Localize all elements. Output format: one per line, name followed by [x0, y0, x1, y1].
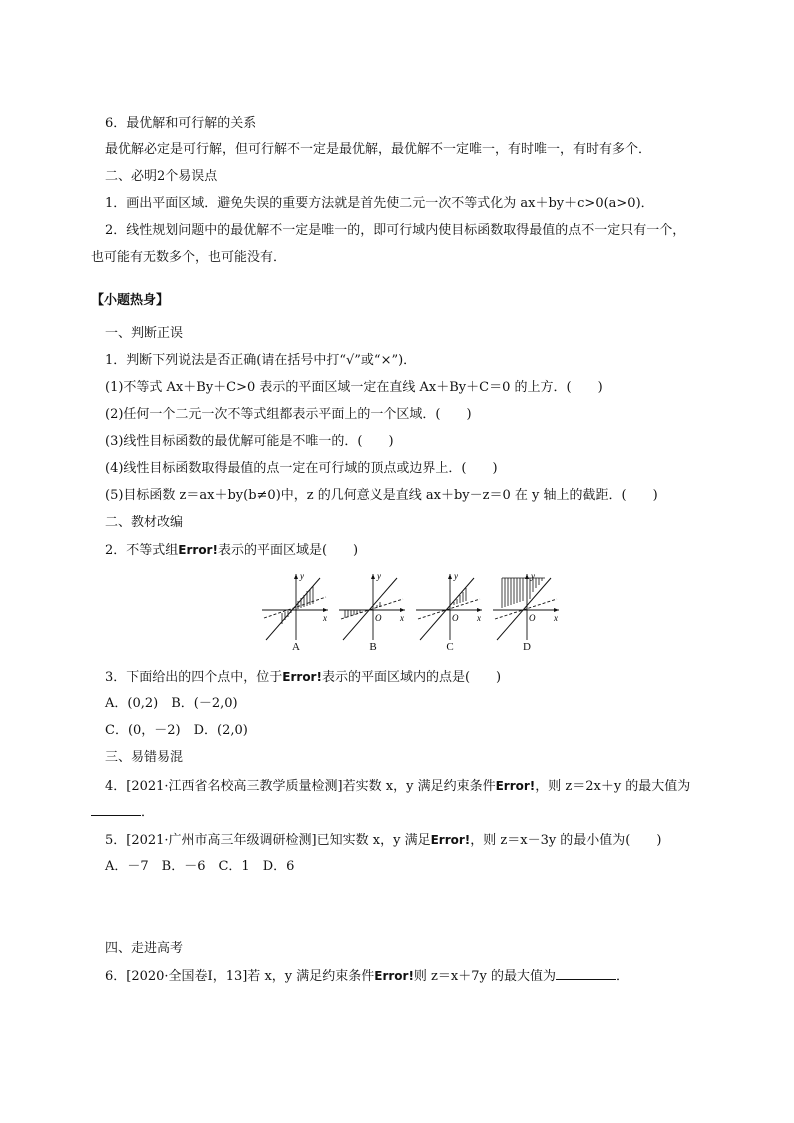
axis-x-label: x [477, 613, 481, 623]
question-text: 2．不等式组 [105, 543, 179, 558]
section-heading: 二、教材改编 [105, 515, 184, 530]
question-line: (5)目标函数 z＝ax＋by(b≠0)中，z 的几何意义是直线 ax＋by－z＝0 在 y 轴上的截距．( ) [105, 488, 658, 503]
figure-label: B [369, 641, 377, 653]
error-placeholder: Error! [374, 969, 414, 983]
axis-y-label: y [300, 571, 304, 581]
question-line: (4)线性目标函数取得最值的点一定在可行域的顶点或边界上．( ) [105, 461, 498, 476]
figure-label: A [292, 641, 300, 653]
origin-label: O [452, 613, 459, 623]
question-line [105, 831, 661, 850]
figure-b [339, 570, 407, 656]
origin-label: O [529, 613, 536, 623]
question-line: (2)任何一个二元一次不等式组都表示平面上的一个区域．( ) [105, 407, 472, 422]
question-line [105, 967, 629, 986]
figure-label: C [446, 641, 454, 653]
figure-c [416, 570, 484, 656]
section-heading: 一、判断正误 [105, 326, 184, 341]
axis-y-label: y [531, 571, 535, 581]
question-text: 6．[2020·全国卷Ⅰ，13]若 x，y 满足约束条件 [105, 969, 375, 984]
question-text: 4．[2021·江西省名校高三教学质量检测]若实数 x，y 满足约束条件 [105, 779, 496, 794]
axis-x-label: x [400, 613, 404, 623]
question-line [105, 668, 501, 687]
error-placeholder: Error! [282, 670, 322, 684]
question-line [105, 541, 358, 560]
axis-y-label: y [454, 571, 458, 581]
question-line [105, 777, 690, 796]
axis-x-label: x [554, 613, 558, 623]
answer-figures [262, 570, 562, 660]
question-line: 1．判断下列说法是否正确(请在括号中打“√”或“×”)． [105, 353, 417, 368]
question-line: (3)线性目标函数的最优解可能是不唯一的．( ) [105, 434, 394, 449]
question-text: ． [615, 969, 629, 984]
paragraph-line: 1．画出平面区域．避免失误的重要方法就是首先使二元一次不等式化为 ax＋by＋c>0(a>0)． [105, 196, 654, 211]
question-text: ． [141, 805, 155, 820]
question-text: 表示的平面区域内的点是( ) [321, 670, 502, 685]
section-title: 【小题热身】 [91, 293, 170, 308]
section-heading: 二、必明2个易误点 [105, 169, 218, 184]
question-text: ，则 z＝x－3y 的最小值为( ) [470, 833, 662, 848]
paragraph-line: 最优解必定是可行解，但可行解不一定是最优解，最优解不一定唯一，有时唯一，有时有多个． [105, 142, 652, 157]
axis-y-label: y [377, 571, 381, 581]
figure-d [493, 570, 561, 656]
question-text: 表示的平面区域是( ) [217, 543, 359, 558]
figure-a [262, 570, 330, 656]
question-text: 3．下面给出的四个点中，位于 [105, 670, 283, 685]
question-text: 则 z＝x＋7y 的最大值为 [413, 969, 556, 984]
options-line: C．(0，－2) D．(2,0) [105, 723, 248, 738]
paragraph-line: 2．线性规划问题中的最优解不一定是唯一的，即可行域内使目标函数取得最值的点不一定只有一个， [105, 223, 686, 238]
error-placeholder: Error! [495, 779, 536, 793]
section-heading: 三、易错易混 [105, 750, 184, 765]
error-placeholder: Error! [178, 543, 218, 557]
question-text: ，则 z＝2x＋y 的最大值为 [535, 779, 691, 794]
answer-blank[interactable] [91, 815, 141, 816]
question-text: 5．[2021·广州市高三年级调研检测]已知实数 x，y 满足 [105, 833, 431, 848]
question-line: (1)不等式 Ax＋By＋C>0 表示的平面区域一定在直线 Ax＋By＋C＝0 的上方．( ) [105, 380, 603, 395]
section-heading-6: 6．最优解和可行解的关系 [105, 116, 257, 131]
options-line: A．(0,2) B．(－2,0) [105, 696, 238, 711]
figure-label: D [523, 641, 531, 653]
paragraph-line: 也可能有无数多个，也可能没有． [91, 250, 287, 265]
error-placeholder: Error! [430, 833, 471, 847]
section-heading: 四、走进高考 [105, 941, 184, 956]
axis-x-label: x [323, 613, 327, 623]
answer-blank[interactable] [556, 979, 616, 980]
origin-label: O [375, 613, 382, 623]
options-line: A．－7 B．－6 C．1 D．6 [105, 859, 295, 874]
question-line [91, 804, 154, 822]
